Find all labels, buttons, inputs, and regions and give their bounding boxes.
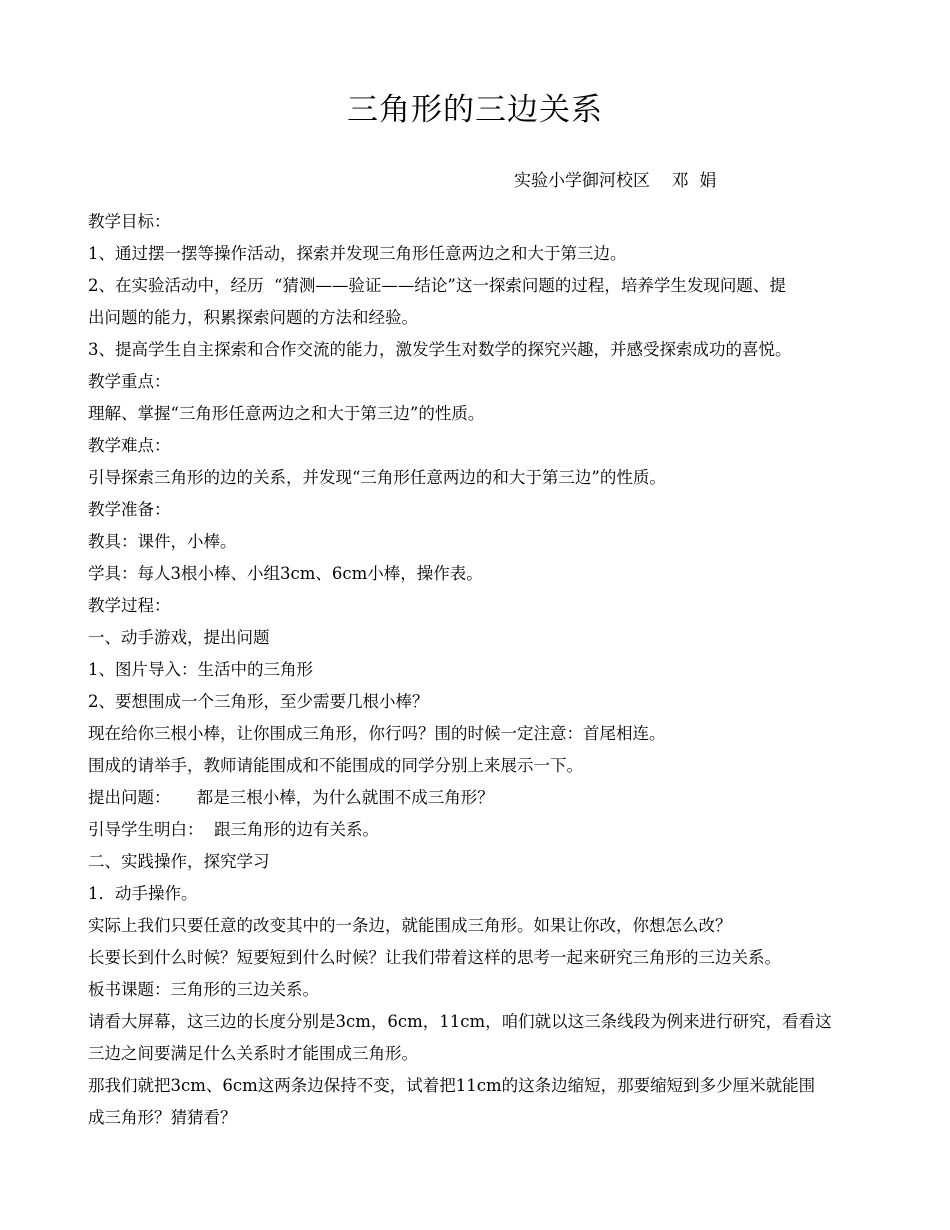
paragraph-line: 长要长到什么时候？短要短到什么时候？让我们带着这样的思考一起来研究三角形的三边关系。 [88, 948, 781, 967]
subsection-heading: 二、实践操作，探究学习 [88, 852, 270, 871]
section-heading-difficulties: 教学难点： [88, 436, 171, 455]
paragraph-line: 理解、掌握“三角形任意两边之和大于第三边”的性质。 [88, 404, 485, 423]
paragraph-line: 提出问题： 都是三根小棒，为什么就围不成三角形？ [88, 788, 494, 807]
section-heading-process: 教学过程： [88, 596, 171, 615]
document-title: 三角形的三边关系 [347, 92, 603, 128]
paragraph-line: 现在给你三根小棒，让你围成三角形，你行吗？围的时候一定注意：首尾相连。 [88, 724, 666, 743]
paragraph-line: 围成的请举手，教师请能围成和不能围成的同学分别上来展示一下。 [88, 756, 583, 775]
paragraph-line: 成三角形？猜猜看？ [88, 1108, 237, 1127]
paragraph-line: 出问题的能力，积累探索问题的方法和经验。 [88, 308, 418, 327]
paragraph-line: 引导探索三角形的边的关系，并发现“三角形任意两边的和大于第三边”的性质。 [88, 468, 666, 487]
paragraph-line: 2、在实验活动中，经历 “猜测——验证——结论”这一探索问题的过程，培养学生发现问题、提 [88, 276, 786, 295]
paragraph-line: 3、提高学生自主探索和合作交流的能力，激发学生对数学的探究兴趣，并感受探索成功的喜悦。 [88, 340, 792, 359]
section-heading-objectives: 教学目标： [88, 212, 171, 231]
section-heading-preparation: 教学准备： [88, 500, 171, 519]
paragraph-line: 实际上我们只要任意的改变其中的一条边，就能围成三角形。如果让你改，你想怎么改？ [88, 916, 732, 935]
document-author: 实验小学御河校区 邓 娟 [514, 171, 717, 191]
paragraph-line: 引导学生明白： 跟三角形的边有关系。 [88, 820, 379, 839]
paragraph-line: 教具：课件，小棒。 [88, 532, 237, 551]
paragraph-line: 请看大屏幕，这三边的长度分别是3cm，6cm，11cm，咱们就以这三条线段为例来进行研究，看看这 [88, 1012, 832, 1031]
paragraph-line: 那我们就把3cm、6cm这两条边保持不变，试着把11cm的这条边缩短，那要缩短到多少厘米就能围 [88, 1076, 816, 1095]
paragraph-line: 2、要想围成一个三角形，至少需要几根小棒？ [88, 692, 429, 711]
document-body [88, 206, 868, 1134]
subsection-heading: 一、动手游戏，提出问题 [88, 628, 270, 647]
paragraph-line: 1、通过摆一摆等操作活动，探索并发现三角形任意两边之和大于第三边。 [88, 244, 627, 263]
paragraph-line: 三边之间要满足什么关系时才能围成三角形。 [88, 1044, 418, 1063]
paragraph-line: 板书课题：三角形的三边关系。 [88, 980, 319, 999]
paragraph-line: 1、图片导入：生活中的三角形 [88, 660, 313, 679]
section-heading-key-points: 教学重点： [88, 372, 171, 391]
paragraph-line: 学具：每人3根小棒、小组3cm、6cm小棒，操作表。 [88, 564, 483, 583]
paragraph-line: 1．动手操作。 [88, 884, 198, 903]
